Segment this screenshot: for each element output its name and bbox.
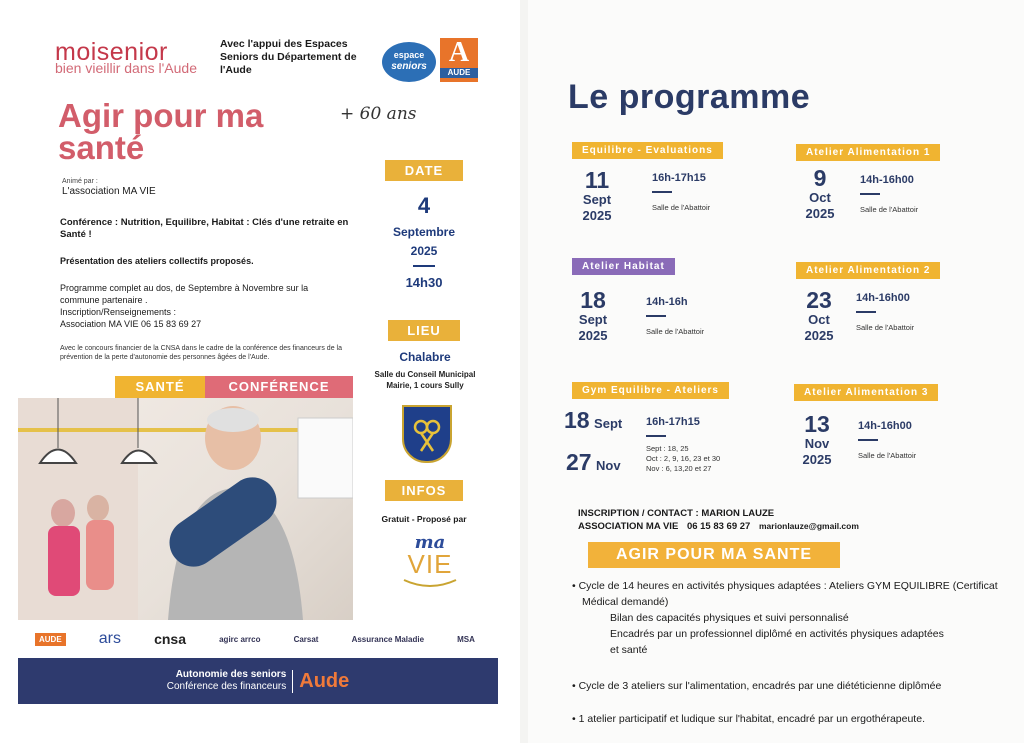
infos-tag: INFOS bbox=[385, 480, 463, 501]
divider bbox=[858, 439, 878, 441]
divider bbox=[646, 435, 666, 437]
event-details bbox=[860, 174, 918, 214]
event-place: Salle de l'Abattoir bbox=[646, 327, 705, 336]
gym-start-day: 18 bbox=[564, 407, 590, 433]
agir-heading: AGIR POUR MA SANTE bbox=[588, 542, 840, 568]
aude-logo bbox=[440, 38, 478, 82]
divider bbox=[413, 265, 435, 267]
event-month: Nov bbox=[804, 436, 830, 451]
event-month: Oct bbox=[808, 312, 830, 327]
gym-date-line: Oct : 2, 9, 16, 23 et 30 bbox=[646, 454, 721, 463]
event-day: 13 bbox=[804, 411, 830, 437]
event-time: 14h-16h00 bbox=[856, 292, 910, 304]
date-year: 2025 bbox=[410, 244, 438, 258]
partner-logo: Carsat bbox=[293, 634, 319, 644]
programme-line: Programme complet au dos, de Septembre à Novembre sur la bbox=[60, 283, 309, 293]
contact-email: marionlauze@gmail.com bbox=[758, 521, 859, 531]
event-time: 16h-17h15 bbox=[646, 416, 700, 428]
bullet-subtext: Encadrés par un professionnel diplômé en activités physiques adaptées et santé bbox=[610, 628, 944, 656]
ma-vie-logo bbox=[398, 532, 462, 595]
event-day: 11 bbox=[584, 167, 610, 193]
event-card bbox=[572, 380, 729, 399]
event-year: 2025 bbox=[804, 328, 834, 343]
contact-info bbox=[578, 507, 859, 533]
event-month: Sept bbox=[582, 192, 612, 207]
animated-by-label: Animé par : bbox=[62, 178, 98, 185]
banner-sante: SANTÉ bbox=[115, 376, 205, 398]
event-card bbox=[572, 256, 675, 275]
date-time: 14h30 bbox=[405, 275, 443, 290]
town: Chalabre bbox=[399, 350, 451, 364]
event-date bbox=[790, 288, 848, 344]
gym-details bbox=[646, 416, 720, 474]
smile-icon bbox=[398, 578, 462, 590]
event-month: Oct bbox=[809, 190, 831, 205]
contact-line: INSCRIPTION / CONTACT : MARION LAUZE bbox=[578, 508, 775, 519]
event-tag: Atelier Alimentation 1 bbox=[796, 144, 940, 161]
bullet-item: • Cycle de 3 ateliers sur l'alimentation, encadrés par une diététicienne diplômée bbox=[572, 680, 942, 692]
support-text: Avec l'appui des Espaces Seniors du Département de l'Aude bbox=[220, 38, 357, 76]
event-tag: Equilibre - Evaluations bbox=[572, 142, 723, 159]
date-block bbox=[385, 160, 463, 290]
ma-vie-top: ma bbox=[414, 532, 446, 553]
yoga-mat-photo bbox=[18, 398, 353, 620]
infos-block bbox=[385, 480, 463, 501]
date-day: 4 bbox=[417, 193, 431, 218]
event-card bbox=[794, 382, 938, 401]
gym-date-line: Sept : 18, 25 bbox=[646, 444, 689, 453]
event-place: Salle de l'Abattoir bbox=[856, 323, 915, 332]
event-place: Salle de l'Abattoir bbox=[652, 203, 711, 212]
gym-end bbox=[566, 450, 621, 475]
divider bbox=[856, 311, 876, 313]
crest-icon bbox=[402, 405, 452, 463]
banner-conference: CONFÉRENCE bbox=[205, 376, 353, 398]
event-day: 9 bbox=[813, 165, 827, 191]
footer-line: Autonomie des seniors bbox=[175, 669, 287, 680]
lieu-tag: LIEU bbox=[388, 320, 460, 341]
event-day: 23 bbox=[806, 287, 832, 313]
event-details bbox=[652, 172, 710, 212]
footer-aude: Aude bbox=[292, 670, 349, 693]
espace-label: espace bbox=[393, 50, 425, 60]
bullet-text: Cycle de 14 heures en activités physiques adaptées : Ateliers GYM EQUILIBRE (Certificat Médical demandé) bbox=[578, 580, 998, 608]
contact-assoc: ASSOCIATION MA VIE bbox=[578, 521, 679, 532]
event-time: 14h-16h00 bbox=[858, 420, 912, 432]
event-time: 16h-17h15 bbox=[652, 172, 706, 184]
gym-end-day: 27 bbox=[566, 449, 592, 475]
place-line: Salle du Conseil Municipal bbox=[374, 370, 476, 379]
banner bbox=[115, 376, 353, 398]
programme-info bbox=[60, 282, 350, 330]
event-year: 2025 bbox=[802, 452, 832, 467]
aude-letter: A bbox=[448, 37, 470, 68]
photo-illustration bbox=[18, 398, 353, 620]
bullet-item: • 1 atelier participatif et ludique sur l'habitat, encadré par un ergothérapeute. bbox=[572, 713, 925, 725]
date-month: Septembre bbox=[392, 225, 456, 239]
ma-vie-bottom: VIE bbox=[407, 549, 453, 579]
handwritten-note: + 60 ans bbox=[340, 104, 417, 124]
footer-text bbox=[167, 669, 287, 693]
event-place: Salle de l'Abattoir bbox=[858, 451, 917, 460]
contact-phone: 06 15 83 69 27 bbox=[686, 521, 751, 532]
event-time: 14h-16h00 bbox=[860, 174, 914, 186]
location bbox=[365, 350, 485, 391]
gym-start bbox=[564, 408, 622, 433]
espace-seniors-logo bbox=[382, 42, 436, 82]
event-card bbox=[796, 260, 940, 279]
keys-icon bbox=[404, 407, 450, 461]
programme-title: Le programme bbox=[568, 78, 811, 116]
event-date bbox=[564, 288, 622, 344]
event-date bbox=[788, 412, 846, 468]
event-card bbox=[572, 140, 723, 159]
partner-logo: MSA bbox=[457, 634, 475, 644]
association-name: L'association MA VIE bbox=[62, 186, 156, 197]
infos-text: Gratuit - Proposé par bbox=[381, 514, 467, 524]
divider bbox=[652, 191, 672, 193]
event-card bbox=[796, 142, 940, 161]
cnsa-notice: Avec le concours financier de la CNSA dans le cadre de la conférence des financeurs de la prévention de la perte d'autonomie des personnes âgées de l'Aude. bbox=[60, 345, 342, 361]
event-tag: Atelier Alimentation 3 bbox=[794, 384, 938, 401]
footer-line: Conférence des financeurs bbox=[166, 681, 287, 692]
partner-logo: agirc arrco bbox=[219, 634, 261, 644]
seniors-label: seniors bbox=[391, 61, 427, 72]
footer-banner bbox=[18, 658, 498, 704]
event-month: Sept bbox=[578, 312, 608, 327]
event-time: 14h-16h bbox=[646, 296, 688, 308]
programme-line: Inscription/Renseignements : bbox=[60, 307, 177, 317]
partner-logo: Assurance Maladie bbox=[351, 634, 425, 644]
event-year: 2025 bbox=[582, 208, 612, 223]
event-date bbox=[792, 166, 848, 222]
bullet-item: • Cycle de 14 heures en activités physiques adaptées : Ateliers GYM EQUILIBRE (Certificat Médical demandé) Bilan des capacités physiques et suivi personnalisé Encadrés par un professionnel diplômé en activités physiques adaptées et santé bbox=[568, 578, 1008, 658]
partner-logo: cnsa bbox=[154, 631, 187, 647]
gym-start-month: Sept bbox=[594, 416, 623, 431]
event-year: 2025 bbox=[805, 206, 835, 221]
event-details bbox=[858, 420, 916, 460]
event-date bbox=[568, 168, 626, 224]
event-tag: Gym Equilibre - Ateliers bbox=[572, 382, 729, 399]
bullet-text: 1 atelier participatif et ludique sur l'habitat, encadré par un ergothérapeute. bbox=[578, 713, 925, 725]
programme-line: Association MA VIE 06 15 83 69 27 bbox=[60, 319, 202, 329]
event-day: 18 bbox=[580, 287, 606, 313]
event-place: Salle de l'Abattoir bbox=[860, 205, 919, 214]
event-year: 2025 bbox=[578, 328, 608, 343]
event-details bbox=[646, 296, 704, 336]
place-line: Mairie, 1 cours Sully bbox=[386, 381, 464, 390]
moisenior-logo: moisenior bbox=[55, 38, 168, 66]
programme-line: commune partenaire . bbox=[60, 295, 148, 305]
divider bbox=[646, 315, 666, 317]
lieu-block bbox=[388, 320, 460, 341]
event-tag: Atelier Habitat bbox=[572, 258, 675, 275]
bullet-text: Cycle de 3 ateliers sur l'alimentation, encadrés par une diététicienne diplômée bbox=[578, 680, 942, 692]
gym-end-month: Nov bbox=[596, 458, 621, 473]
bullet-subtext: Bilan des capacités physiques et suivi personnalisé bbox=[610, 612, 849, 624]
presentation-text: Présentation des ateliers collectifs proposés. bbox=[60, 256, 254, 266]
conference-title: Conférence : Nutrition, Equilibre, Habitat : Clés d'une retraite en Santé ! bbox=[60, 217, 349, 240]
partner-logo: ars bbox=[98, 630, 121, 647]
date-tag: DATE bbox=[385, 160, 463, 181]
partner-logo: AUDE bbox=[35, 633, 66, 646]
gym-date-line: Nov : 6, 13,20 et 27 bbox=[646, 464, 712, 473]
page-title: Agir pour ma santé bbox=[58, 97, 264, 166]
divider bbox=[860, 193, 880, 195]
event-details bbox=[856, 292, 914, 332]
partner-logos bbox=[35, 624, 475, 654]
event-tag: Atelier Alimentation 2 bbox=[796, 262, 940, 279]
moisenior-tagline: bien vieillir dans l'Aude bbox=[55, 60, 197, 76]
flyer-back bbox=[528, 0, 1024, 743]
aude-label: AUDE bbox=[440, 68, 478, 78]
